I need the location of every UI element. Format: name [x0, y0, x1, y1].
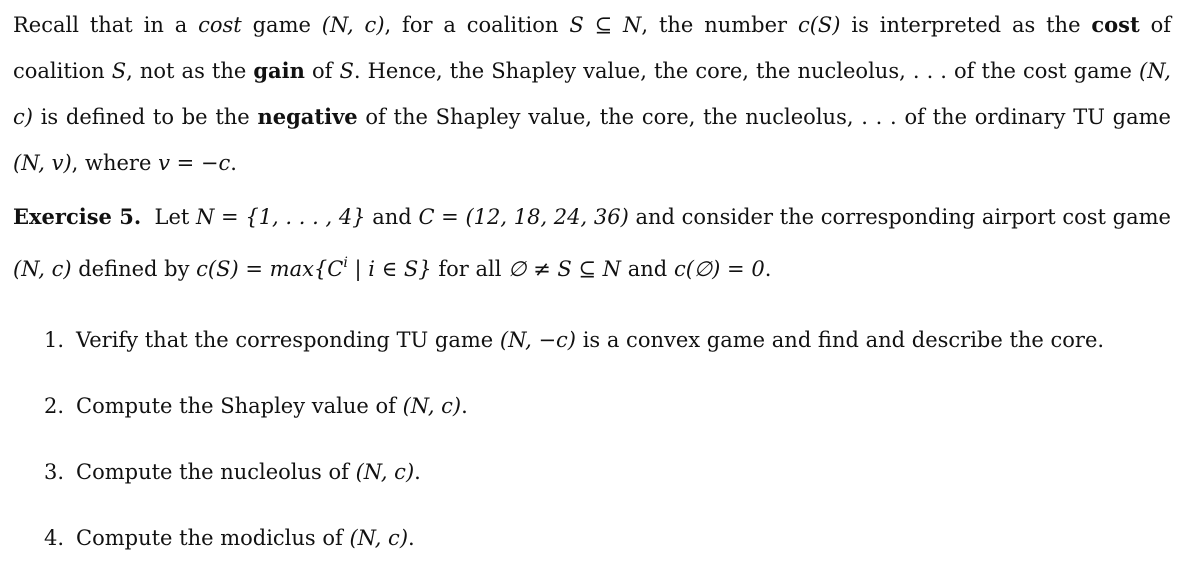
- defined-by-text: defined by: [78, 257, 190, 281]
- task-text-post: is a convex game and find and describe the core.: [582, 328, 1105, 352]
- intro-paragraph: [13, 2, 1171, 186]
- set-condition-math: ∅ ≠ S ⊆ N: [508, 257, 622, 281]
- cost-definition-pre: c(S) = max{C: [196, 257, 344, 281]
- exercise-paragraph: [13, 194, 1171, 292]
- is-defined-text: is defined to be the: [40, 105, 250, 129]
- cost-definition-post: | i ∈ S}: [347, 257, 432, 281]
- task-math: (N, c): [355, 460, 415, 484]
- subset-math: S ⊆ N: [569, 13, 642, 37]
- recall-prefix: Recall that in a: [13, 13, 188, 37]
- bold-gain-word: gain: [253, 58, 305, 83]
- where-text: , where: [71, 151, 152, 175]
- of-coalition-text: of coalition: [13, 13, 1172, 83]
- bold-cost-word: cost: [1091, 12, 1140, 37]
- task-item: [44, 457, 421, 487]
- cost-italic-word: cost: [198, 13, 242, 37]
- consider-text: and consider the corresponding airport cost game: [635, 205, 1171, 229]
- task-text-post: .: [414, 460, 421, 484]
- and-word: and: [627, 257, 668, 281]
- number-text: , the number: [641, 13, 788, 37]
- task-number: 2.: [44, 394, 65, 418]
- cost-definition-math: [196, 257, 431, 281]
- task-number: 1.: [44, 328, 65, 352]
- task-text-pre: Compute the nucleolus of: [76, 460, 349, 484]
- cost-definition-superscript: i: [343, 255, 348, 271]
- and-text: and: [372, 205, 412, 229]
- cost-function-math: c(S): [797, 13, 841, 37]
- task-item: [44, 391, 468, 421]
- for-all-text: for all: [438, 257, 502, 281]
- let-text: Let: [154, 205, 190, 229]
- hence-text: . Hence, the Shapley value, the core, the nucleolus, . . . of the cost game: [353, 59, 1132, 83]
- of-ordinary-text: of the Shapley value, the core, the nucleolus, . . . of the ordinary TU game: [365, 105, 1171, 129]
- of-word: of: [311, 59, 333, 83]
- task-math: (N, c): [349, 526, 409, 550]
- empty-cost-math: c(∅) = 0: [673, 257, 765, 281]
- task-math: (N, c): [402, 394, 462, 418]
- bold-negative-word: negative: [257, 104, 358, 129]
- exercise-end-period: .: [764, 257, 772, 281]
- task-text-post: .: [461, 394, 468, 418]
- exercise-heading: Exercise 5.: [13, 204, 142, 229]
- intro-end-period: .: [230, 151, 237, 175]
- game-word: game: [252, 13, 311, 37]
- task-math: (N, −c): [499, 328, 576, 352]
- coalition-s-math-2: S: [339, 59, 354, 83]
- coalition-s-math: S: [111, 59, 127, 83]
- task-item: [44, 523, 415, 553]
- task-item: [44, 325, 1104, 355]
- task-text-pre: Verify that the corresponding TU game: [76, 328, 494, 352]
- interpreted-as-text: is interpreted as the: [851, 13, 1081, 37]
- v-equals-math: v = −c: [158, 151, 231, 175]
- not-as-text: , not as the: [126, 59, 247, 83]
- n-definition-math: N = {1, . . . , 4}: [196, 205, 366, 229]
- for-coalition-text: , for a coalition: [384, 13, 559, 37]
- task-text-pre: Compute the Shapley value of: [76, 394, 396, 418]
- exercise-game-math: (N, c): [13, 257, 72, 281]
- c-vector-math: C = (12, 18, 24, 36): [418, 205, 629, 229]
- task-number: 3.: [44, 460, 65, 484]
- game-notation-math: (N, c): [321, 13, 385, 37]
- task-text-post: .: [408, 526, 415, 550]
- task-number: 4.: [44, 526, 65, 550]
- game-notation-math-2: (N, c): [13, 59, 1171, 129]
- game-v-math: (N, v): [13, 151, 72, 175]
- task-text-pre: Compute the modiclus of: [76, 526, 343, 550]
